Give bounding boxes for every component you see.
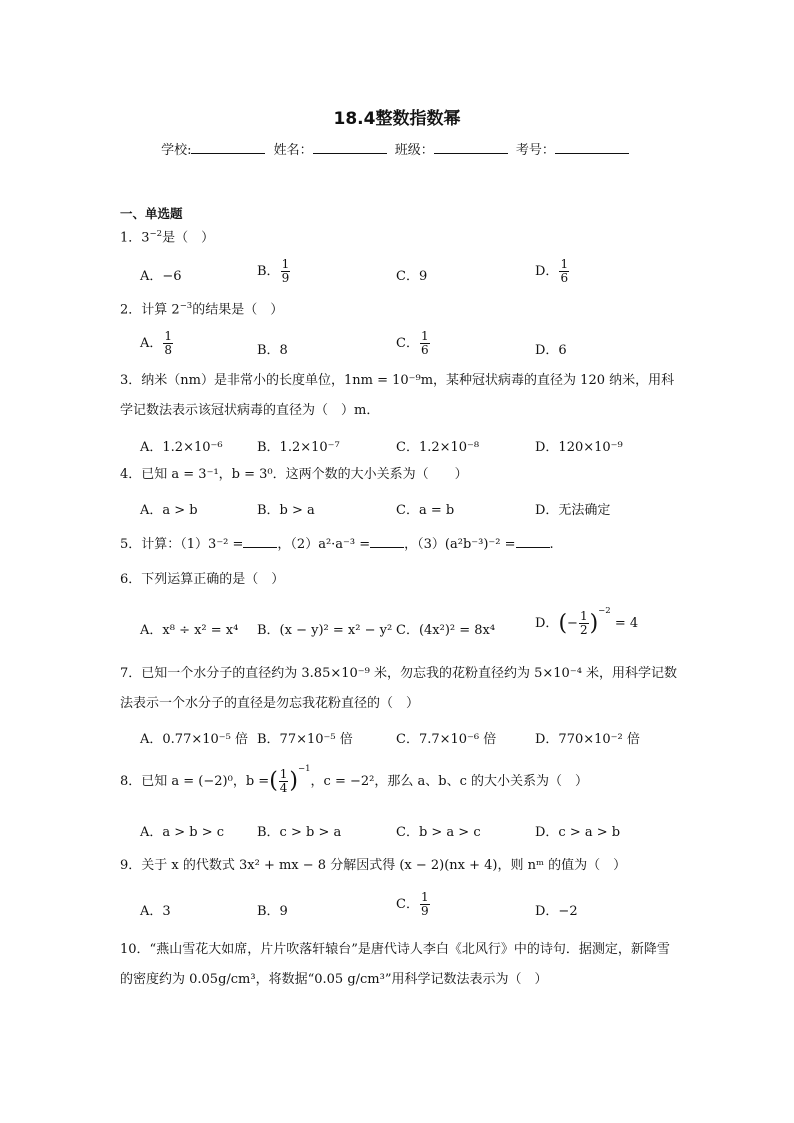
q9-option-a[interactable]: A．3 bbox=[140, 904, 171, 919]
q5-blank-1[interactable] bbox=[243, 535, 277, 548]
q2-option-a[interactable]: A． $\frac{1}{8}$ bbox=[140, 329, 173, 358]
q7-option-c[interactable]: C．7.7×10⁻⁶ 倍 bbox=[396, 732, 497, 747]
q1-option-d[interactable]: D． $\frac{1}{6}$ bbox=[535, 257, 569, 286]
question-2: 2．计算 $2^{-3}$的结果是（ ） bbox=[120, 301, 284, 318]
question-9: 9．关于 x 的代数式 3x² + mx − 8 分解因式得 (x − 2)(nx + 4)，则 nᵐ 的值为（ ） bbox=[120, 858, 627, 873]
q2-option-b[interactable]: B．8 bbox=[257, 343, 288, 358]
q9-option-b[interactable]: B．9 bbox=[257, 904, 288, 919]
q3-option-d[interactable]: D．120×10⁻⁹ bbox=[535, 440, 623, 455]
q8-option-b[interactable]: B．c > b > a bbox=[257, 825, 342, 840]
q9-option-c[interactable]: C． $\frac{1}{9}$ bbox=[396, 890, 429, 919]
q6-option-a[interactable]: A．x⁸ ÷ x² = x⁴ bbox=[140, 623, 239, 638]
q3-option-c[interactable]: C．1.2×10⁻⁸ bbox=[396, 440, 480, 455]
q7-option-d[interactable]: D．770×10⁻² 倍 bbox=[535, 732, 640, 747]
q1-option-a[interactable]: A．−6 bbox=[140, 269, 182, 284]
q6-option-c[interactable]: C．(4x²)² = 8x⁴ bbox=[396, 623, 496, 638]
q2-option-c[interactable]: C． $\frac{1}{6}$ bbox=[396, 329, 429, 358]
q3-option-b[interactable]: B．1.2×10⁻⁷ bbox=[257, 440, 340, 455]
q7-option-b[interactable]: B．77×10⁻⁵ 倍 bbox=[257, 732, 353, 747]
q4-option-b[interactable]: B．b > a bbox=[257, 503, 315, 518]
school-label: 学校: bbox=[161, 143, 192, 158]
name-label: 姓名： bbox=[273, 143, 313, 158]
q8-option-d[interactable]: D．c > a > b bbox=[535, 825, 621, 840]
q6-option-b[interactable]: B．(x − y)² = x² − y² bbox=[257, 623, 393, 638]
school-blank[interactable] bbox=[191, 141, 265, 154]
question-8: 8．已知 a = (−2)⁰，b =( $\frac{1}{4}$ )$^{-1}$，c = −2²，那么 a、b、c 的大小关系为（ ） bbox=[120, 764, 588, 795]
q9-option-d[interactable]: D．−2 bbox=[535, 904, 578, 919]
q6-option-d[interactable]: D．(− $\frac{1}{2}$ )$^{-2}$ = 4 bbox=[535, 606, 639, 637]
q5-blank-2[interactable] bbox=[370, 535, 404, 548]
q1-option-b[interactable]: B． $\frac{1}{9}$ bbox=[257, 257, 290, 286]
section-heading: 一、单选题 bbox=[120, 206, 183, 221]
q1-option-c[interactable]: C．9 bbox=[396, 269, 428, 284]
q4-option-c[interactable]: C．a = b bbox=[396, 503, 455, 518]
q4-option-a[interactable]: A．a > b bbox=[140, 503, 198, 518]
q2-option-d[interactable]: D．6 bbox=[535, 343, 567, 358]
question-10: 10．“燕山雪花大如席，片片吹落轩辕台”是唐代诗人李白《北风行》中的诗句．据测定，新降雪的密度约为 0.05g/cm³，将数据“0.05 g/cm³”用科学记数法表示为（ ） bbox=[120, 942, 670, 987]
question-4: 4．已知 a = 3⁻¹，b = 3⁰．这两个数的大小关系为（ ） bbox=[120, 467, 468, 482]
student-info-line bbox=[0, 139, 794, 158]
q3-option-a[interactable]: A．1.2×10⁻⁶ bbox=[140, 440, 223, 455]
question-3: 3．纳米（nm）是非常小的长度单位，1nm = 10⁻⁹m，某种冠状病毒的直径为 120 纳米，用科学记数法表示该冠状病毒的直径为（ ）m． bbox=[120, 373, 675, 418]
q8-option-a[interactable]: A．a > b > c bbox=[140, 825, 225, 840]
class-label: 班级： bbox=[394, 143, 434, 158]
q7-option-a[interactable]: A．0.77×10⁻⁵ 倍 bbox=[140, 732, 248, 747]
question-6: 6．下列运算正确的是（ ） bbox=[120, 572, 285, 587]
page-title: 18.4整数指数幂 bbox=[333, 109, 461, 129]
question-5: 5．计算：（1）3⁻² = ，（2）a²·a⁻³ = ，（3）(a²b⁻³)⁻² = . bbox=[120, 537, 554, 552]
q5-blank-3[interactable] bbox=[516, 535, 550, 548]
q4-option-d[interactable]: D．无法确定 bbox=[535, 503, 611, 518]
class-blank[interactable] bbox=[434, 141, 508, 154]
question-7: 7．已知一个水分子的直径约为 3.85×10⁻⁹ 米，勿忘我的花粉直径约为 5×10⁻⁴ 米，用科学记数法表示一个水分子的直径是勿忘我花粉直径的（ ） bbox=[120, 666, 678, 711]
question-1: 1．$3^{-2}$是（ ） bbox=[120, 229, 215, 246]
name-blank[interactable] bbox=[313, 141, 387, 154]
number-label: 考号： bbox=[515, 143, 555, 158]
q8-option-c[interactable]: C．b > a > c bbox=[396, 825, 481, 840]
number-blank[interactable] bbox=[555, 141, 629, 154]
